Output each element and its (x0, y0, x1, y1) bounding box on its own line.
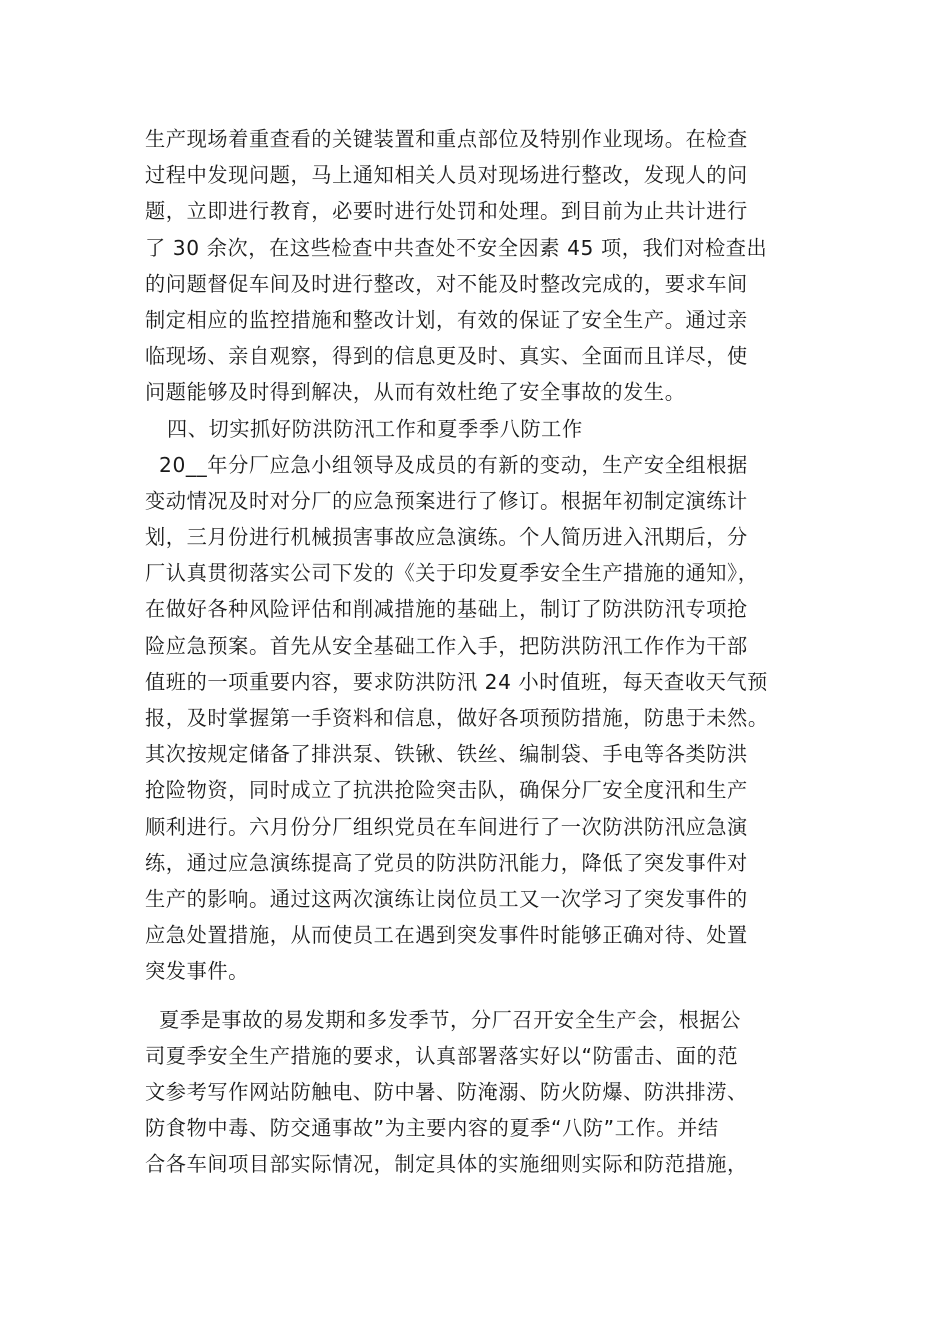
text-line: 变动情况及时对分厂的应急预案进行了修订。根据年初制定演练计 (145, 488, 748, 513)
paragraph-flood-prevention (145, 447, 825, 990)
document-body (145, 121, 825, 1182)
text-line: 了 30 余次，在这些检查中共查处不安全因素 45 项，我们对检查出 (145, 235, 768, 260)
text-line: 夏季是事故的易发期和多发季节，分厂召开安全生产会，根据公 (145, 1007, 742, 1032)
text-line: 防食物中毒、防交通事故”为主要内容的夏季“八防”工作。并结 (145, 1116, 719, 1141)
text-line: 应急处置措施，从而使员工在遇到突发事件时能够正确对待、处置 (145, 923, 748, 948)
text-line: 顺利进行。六月份分厂组织党员在车间进行了一次防洪防汛应急演 (145, 814, 748, 839)
text-line: 报，及时掌握第一手资料和信息，做好各项预防措施，防患于未然。 (145, 706, 769, 730)
text-line: 练，通过应急演练提高了党员的防洪防汛能力，降低了突发事件对 (145, 850, 748, 875)
text-line: 厂认真贯彻落实公司下发的《关于印发夏季安全生产措施的通知》， (145, 561, 759, 586)
text-line: 生产现场着重查看的关键装置和重点部位及特别作业现场。在检查 (145, 127, 748, 151)
text-line: 20__年分厂应急小组领导及成员的有新的变动，生产安全组根据 (145, 452, 748, 477)
text-line: 其次按规定储备了排洪泵、铁锹、铁丝、编制袋、手电等各类防洪 (145, 742, 748, 767)
text-line: 划，三月份进行机械损害事故应急演练。个人简历进入汛期后，分 (145, 525, 748, 550)
text-line: 问题能够及时得到解决，从而有效杜绝了安全事故的发生。 (145, 380, 686, 405)
text-line: 值班的一项重要内容，要求防洪防汛 24 小时值班，每天查收天气预 (145, 669, 768, 694)
text-line: 险应急预案。首先从安全基础工作入手，把防洪防汛工作作为干部 (145, 633, 748, 658)
text-line: 制定相应的监控措施和整改计划，有效的保证了安全生产。通过亲 (145, 307, 748, 332)
paragraph-summer-safety (145, 1002, 825, 1183)
text-line: 合各车间项目部实际情况，制定具体的实施细则实际和防范措施， (145, 1152, 748, 1177)
text-line: 突发事件。 (145, 959, 249, 984)
text-line: 临现场、亲自观察，得到的信息更及时、真实、全面而且详尽，使 (145, 344, 748, 369)
paragraph-inspection (145, 121, 825, 411)
text-line: 文参考写作网站防触电、防中暑、防淹溺、防火防爆、防洪排涝、 (145, 1079, 748, 1104)
text-line: 过程中发现问题，马上通知相关人员对现场进行整改，发现人的问 (145, 163, 748, 188)
text-line: 抢险物资，同时成立了抗洪抢险突击队，确保分厂安全度汛和生产 (145, 778, 748, 803)
paragraph-spacer (145, 990, 825, 1002)
text-line: 的问题督促车间及时进行整改，对不能及时整改完成的，要求车间 (145, 271, 748, 296)
text-line: 题，立即进行教育，必要时进行处罚和处理。到目前为止共计进行 (145, 199, 748, 224)
text-line: 司夏季安全生产措施的要求，认真部署落实好以“防雷击、面的范 (145, 1043, 739, 1068)
text-line: 生产的影响。通过这两次演练让岗位员工又一次学习了突发事件的 (145, 886, 748, 911)
text-line: 在做好各种风险评估和削减措施的基础上，制订了防洪防汛专项抢 (145, 597, 748, 622)
section-heading-4: 四、切实抓好防洪防汛工作和夏季季八防工作 (167, 416, 583, 441)
